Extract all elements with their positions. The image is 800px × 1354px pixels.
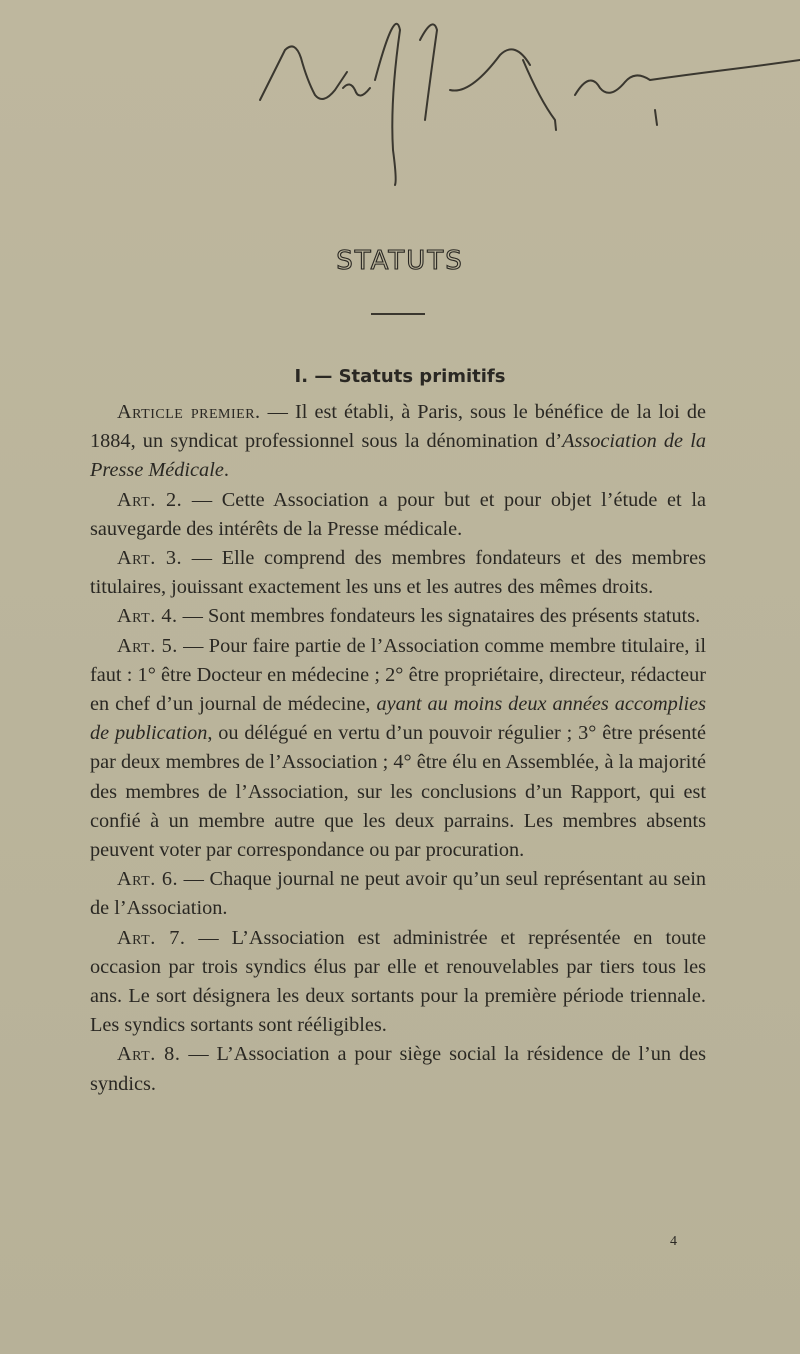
statutes-body: [90, 398, 706, 1099]
article-text: — Pour faire partie de l’Association comme membre titulaire, il faut : 1° être Docteur en médecine ; 2° être propriétaire, directeur, rédacteur en chef d’un journal de médecine,: [90, 634, 707, 716]
document-title: STATUTS: [336, 246, 464, 276]
handwritten-signature: [255, 10, 800, 190]
article-8: [90, 1040, 706, 1098]
article-label: Art. 5.: [117, 634, 178, 657]
article-emphasis: ayant au moins deux années accomplies de publication: [90, 693, 706, 745]
article-label: Art. 6.: [117, 868, 179, 891]
article-label: Art. 3.: [117, 547, 183, 570]
article-text: — Chaque journal ne peut avoir qu’un seul représentant au sein de l’Association.: [90, 868, 706, 920]
article-1: [90, 398, 706, 486]
article-text: — L’Association a pour siège social la résidence de l’un des syndics.: [90, 1043, 707, 1095]
article-label: Art. 4.: [117, 605, 178, 628]
article-label: Art. 8.: [117, 1043, 181, 1066]
section-heading: I. — Statuts primitifs: [294, 366, 506, 387]
article-text-end: .: [223, 459, 229, 482]
page-number: 4: [670, 1234, 677, 1249]
article-text-end: , ou délégué en vertu d’un pouvoir régulier ; 3° être présenté par deux membres de l’Association ; 4° être élu en Assemblée, à la majorité des membres de l’Association, sur les conclusions d’un Rapport, qui est confié à un membre autre que les deux parrains. Les membres absents peuvent voter par correspondance ou par procuration.: [90, 722, 706, 862]
article-4: [90, 602, 706, 631]
article-text: — Il est établi, à Paris, sous le bénéfice de la loi de 1884, un syndicat professionnel sous la dénomination d’: [90, 401, 706, 453]
article-5: [90, 632, 706, 866]
article-label: Art. 7.: [117, 926, 186, 949]
article-6: [90, 865, 706, 923]
article-text: — Elle comprend des membres fondateurs et des membres titulaires, jouissant exactement les uns et les autres des mêmes droits.: [90, 547, 706, 599]
article-text: — Sont membres fondateurs les signataires des présents statuts.: [177, 605, 701, 628]
title-divider: [371, 313, 425, 315]
article-7: [90, 924, 706, 1041]
article-label: Article premier.: [117, 401, 261, 423]
article-text: — Cette Association a pour but et pour objet l’étude et la sauvegarde des intérêts de la Presse médicale.: [90, 488, 707, 540]
article-2: [90, 486, 706, 544]
article-3: [90, 544, 706, 602]
article-text: — L’Association est administrée et représentée en toute occasion par trois syndics élus par elle et renouvelables par tiers tous les ans. Le sort désignera les deux sortants pour la première période triennale. Les syndics sortants sont rééligibles.: [90, 926, 707, 1037]
article-emphasis: Association de la Presse Médicale: [90, 430, 706, 482]
article-label: Art. 2.: [117, 488, 183, 511]
